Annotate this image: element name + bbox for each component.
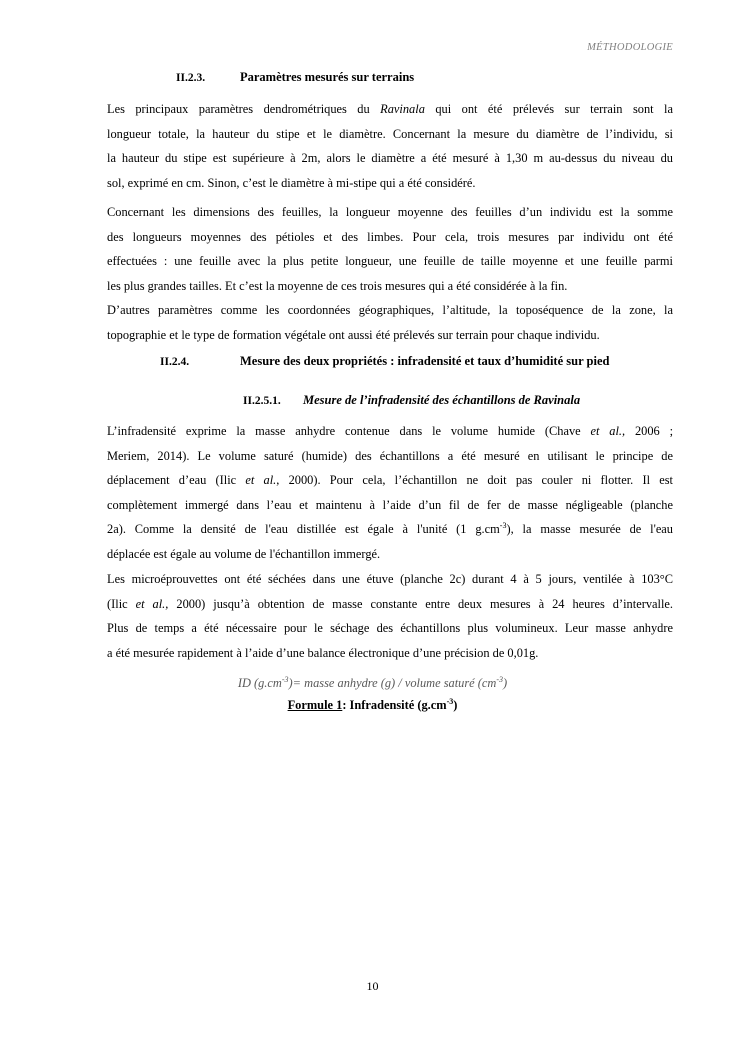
text-line: D’autres paramètres comme les coordonnées géographiques, l’altitude, la toposéquence de la zone, la bbox=[107, 303, 673, 318]
text-line: topographie et le type de formation végétale ont aussi été prélevés sur terrain pour chaque individu. bbox=[107, 327, 600, 342]
running-header: MÉTHODOLOGIE bbox=[587, 42, 673, 53]
section-title: Paramètres mesurés sur terrains bbox=[240, 70, 415, 84]
section-heading-2-2-5-1 bbox=[243, 393, 580, 408]
text-line: effectuées : une feuille avec la plus petite longueur, une feuille de taille moyenne et une feuille parmi bbox=[107, 254, 673, 269]
text-line: déplacée est égale au volume de l'échantillon immergé. bbox=[107, 546, 381, 561]
text-line: les plus grandes tailles. Et c’est la moyenne de ces trois mesures qui a été considérée à la fin. bbox=[107, 278, 568, 293]
text-line: Les microéprouvettes ont été séchées dans une étuve (planche 2c) durant 4 à 5 jours, ventilée à 103°C bbox=[107, 572, 673, 586]
paragraph-sechage bbox=[107, 567, 673, 665]
text-line: sol, exprimé en cm. Sinon, c’est le diamètre à mi-stipe qui a été considéré. bbox=[107, 175, 476, 190]
text-line: longueur totale, la hauteur du stipe et le diamètre. Concernant la mesure du diamètre de l’individu, si bbox=[107, 126, 673, 141]
section-title: Mesure de l’infradensité des échantillons de Ravinala bbox=[303, 393, 581, 407]
text-line: Les principaux paramètres dendrométriques du Ravinala qui ont été prélevés sur terrain sont la bbox=[107, 102, 673, 116]
text-line: L’infradensité exprime la masse anhydre contenue dans le volume humide (Chave et al., 2006 ; bbox=[107, 424, 674, 438]
formula-label: Formule 1 bbox=[287, 698, 343, 712]
paragraph-infradensite bbox=[107, 419, 673, 567]
section-heading-2-2-4 bbox=[160, 354, 609, 369]
page-number: 10 bbox=[366, 979, 379, 993]
text-line: complètement immergé dans l’eau et maintenu à l’aide d’un fil de fer de masse négligeable (planche bbox=[107, 497, 673, 512]
section-title: Mesure des deux propriétés : infradensité et taux d’humidité sur pied bbox=[240, 354, 610, 368]
text-line: 2a). Comme la densité de l'eau distillée est égale à l'unité (1 $g.cm^{-3}$), la masse mesurée de l'eau bbox=[107, 521, 674, 537]
text-line: Meriem, 2014). Le volume saturé (humide) des échantillons a été mesuré en utilisant le principe de bbox=[107, 448, 673, 463]
paragraph-parametres bbox=[107, 97, 673, 195]
paragraph-feuilles bbox=[107, 200, 673, 348]
text-line: des longueurs moyennes des pétioles et des limbes. Pour cela, trois mesures par individu ont été bbox=[107, 229, 673, 244]
section-heading-2-2-3 bbox=[176, 70, 414, 85]
formula-caption: Formule 1: Infradensité $(g.cm^{-3})$ bbox=[287, 696, 458, 712]
section-number: II.2.4. bbox=[160, 356, 190, 368]
text-line: la hauteur du stipe est supérieure à 2m, alors le diamètre a été mesuré à 1,30 m au-dessus du niveau du bbox=[107, 151, 673, 166]
text-line: déplacement d’eau (Ilic et al., 2000). Pour cela, l’échantillon ne doit pas couler ni flotter. Il est bbox=[107, 473, 673, 488]
formula-equation: ID $(g.cm^{-3})=$ masse anhydre (g) / volume saturé $(cm^{-3})$ bbox=[237, 674, 508, 690]
text-line: Concernant les dimensions des feuilles, la longueur moyenne des feuilles d’un individu est la somme bbox=[107, 205, 673, 219]
text-line: a été mesurée rapidement à l’aide d’une balance électronique d’une précision de 0,01g. bbox=[107, 645, 539, 660]
text-line: Plus de temps a été nécessaire pour le séchage des échantillons plus volumineux. Leur masse anhydre bbox=[107, 621, 673, 636]
section-number: II.2.5.1. bbox=[243, 395, 281, 407]
section-number: II.2.3. bbox=[176, 72, 206, 84]
text-line: (Ilic et al., 2000) jusqu’à obtention de masse constante entre deux mesures à 24 heures d’intervalle. bbox=[107, 596, 673, 611]
